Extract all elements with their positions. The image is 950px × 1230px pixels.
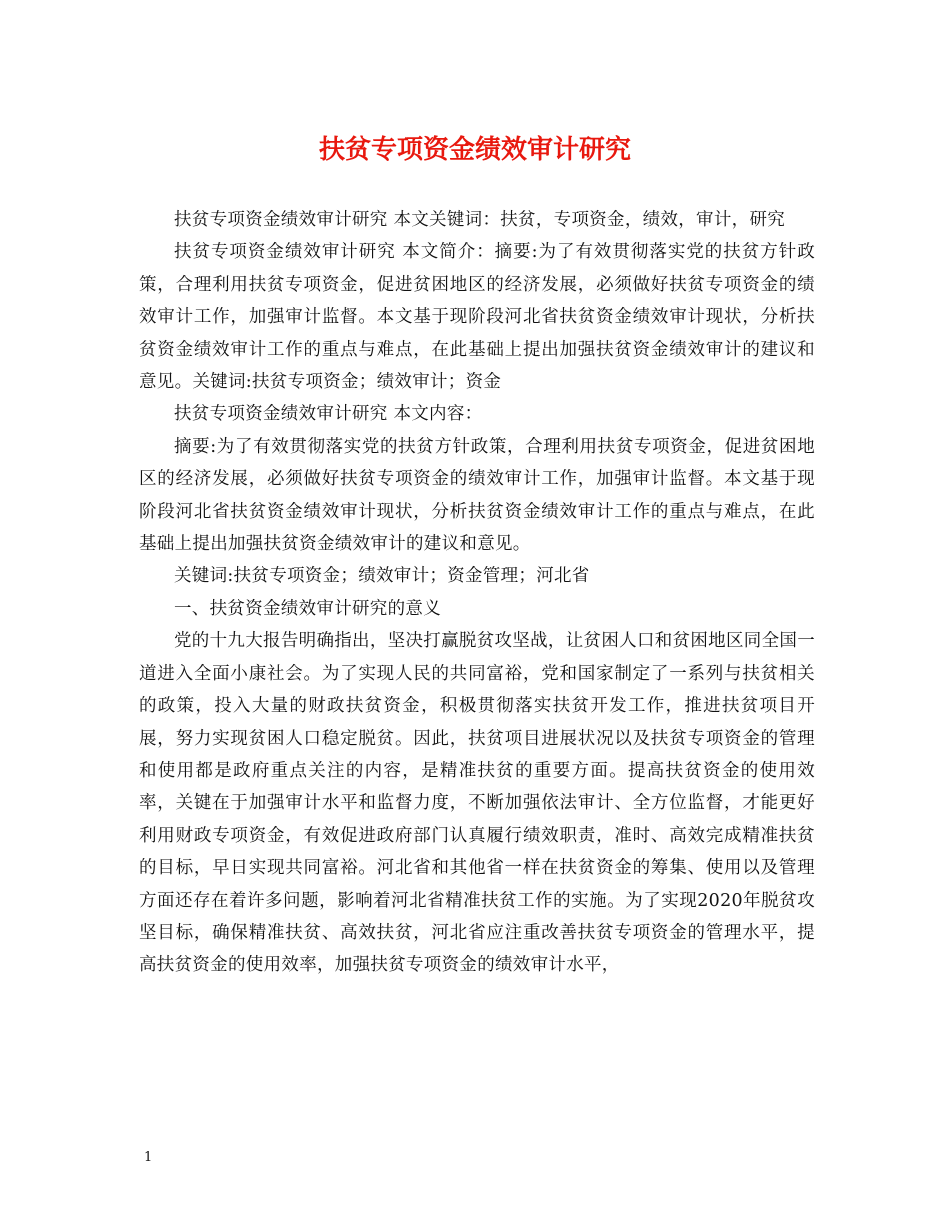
document-title: 扶贫专项资金绩效审计研究 [318,135,631,165]
document-body [139,204,815,982]
paragraph-keywords: 关键词:扶贫专项资金；绩效审计；资金管理；河北省 [174,566,590,587]
page-number: 1 [144,1150,153,1165]
paragraph-abstract: 摘要:为了有效贯彻落实党的扶贫方针政策，合理利用扶贫专项资金，促进贫困地区的经济发展，必须做好扶贫专项资金的绩效审计工作，加强审计监督。本文基于现阶段河北省扶贫资金绩效审计现状，分析扶贫资金绩效审计工作的重点与难点，在此基础上提出加强扶贫资金绩效审计的建议和意见。 [139,436,815,555]
paragraph-content-heading: 扶贫专项资金绩效审计研究 本文内容： [174,404,483,425]
paragraph-intro-summary: 扶贫专项资金绩效审计研究 本文简介：摘要:为了有效贯彻落实党的扶贫方针政策，合理利用扶贫专项资金，促进贫困地区的经济发展，必须做好扶贫专项资金的绩效审计工作，加强审计监督。本文基于现阶段河北省扶贫资金绩效审计现状，分析扶贫资金绩效审计工作的重点与难点，在此基础上提出加强扶贫资金绩效审计的建议和意见。关键词:扶贫专项资金；绩效审计；资金 [139,242,815,393]
section-heading: 一、扶贫资金绩效审计研究的意义 [174,598,441,619]
paragraph-body: 党的十九大报告明确指出，坚决打赢脱贫攻坚战，让贫困人口和贫困地区同全国一道进入全面小康社会。为了实现人民的共同富裕，党和国家制定了一系列与扶贫相关的政策，投入大量的财政扶贫资金，积极贯彻落实扶贫开发工作，推进扶贫项目开展，努力实现贫困人口稳定脱贫。因此，扶贫项目进展状况以及扶贫专项资金的管理和使用都是政府重点关注的内容，是精准扶贫的重要方面。提高扶贫资金的使用效率，关键在于加强审计水平和监督力度，不断加强依法审计、全方位监督，才能更好利用财政专项资金，有效促进政府部门认真履行绩效职责，准时、高效完成精准扶贫的目标，早日实现共同富裕。河北省和其他省一样在扶贫资金的筹集、使用以及管理方面还存在着许多问题，影响着河北省精准扶贫工作的实施。为了实现2020年脱贫攻坚目标，确保精准扶贫、高效扶贫，河北省应注重改善扶贫专项资金的管理水平，提高扶贫资金的使用效率，加强扶贫专项资金的绩效审计水平， [139,631,815,976]
paragraph-keywords-summary: 扶贫专项资金绩效审计研究 本文关键词：扶贫，专项资金，绩效，审计，研究 [174,210,786,230]
